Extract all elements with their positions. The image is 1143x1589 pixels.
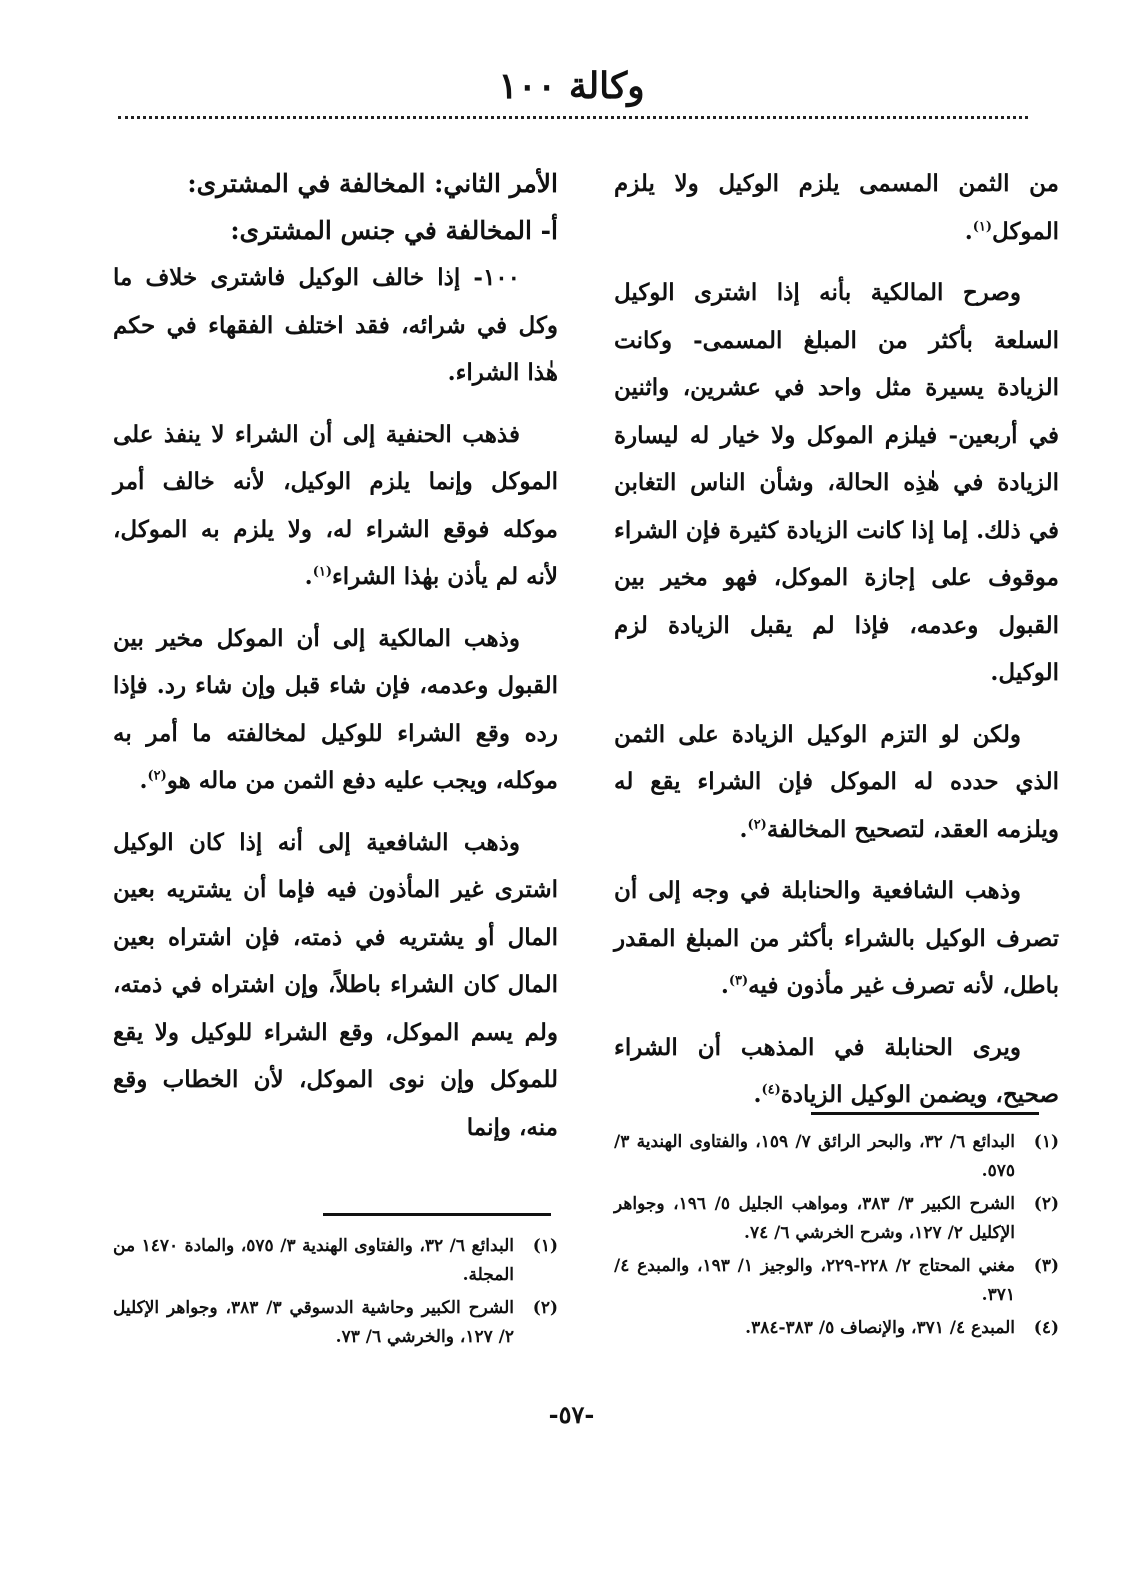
paragraph: وصرح المالكية بأنه إذا اشترى الوكيل السلعة بأكثر من المبلغ المسمى- وكانت الزيادة يسيرة مثل واحد في عشرين، واثنين في أربعين- فيلزم الموكل ولا خيار له ليسارة الزيادة في هٰذِه الحالة، وشأن الناس التغابن في ذلك. إما إذا كانت الزيادة كثيرة فإن الشراء موقوف على إجازة الموكل، فهو مخير بين القبول وعدمه، فإذا لم يقبل الزيادة لزم الوكيل. bbox=[614, 279, 1059, 686]
footnote: (٢) الشرح الكبير ٣/ ٣٨٣، ومواهب الجليل ٥/ ١٩٦، وجواهر الإكليل ٢/ ١٢٧، وشرح الخرشي ٦/ ٧٤. bbox=[614, 1194, 1059, 1243]
page-number: -٥٧- bbox=[548, 1400, 595, 1429]
footnote: (٤) المبدع ٤/ ٣٧١، والإنصاف ٥/ ٣٨٣-٣٨٤. bbox=[745, 1318, 1059, 1338]
footnotes-left bbox=[113, 1232, 558, 1356]
paragraph: من الثمن المسمى يلزم الوكيل ولا يلزم الموكل$^{(١)}$. bbox=[614, 170, 1059, 245]
footnote-ref: (٢) bbox=[147, 768, 167, 784]
footnote-separator bbox=[811, 1112, 1039, 1115]
paragraph: فذهب الحنفية إلى أن الشراء لا ينفذ على الموكل وإنما يلزم الوكيل، لأنه خالف أمر موكله فوقع الشراء له، ولا يلزم به الموكل، لأنه لم يأذن بهٰذا الشراء$^{(١)}$. bbox=[113, 420, 558, 590]
footnote: (١) البدائع ٦/ ٣٢، والفتاوى الهندية ٣/ ٥٧٥، والمادة ١٤٧٠ من المجلة. bbox=[113, 1236, 558, 1285]
section-heading: الأمر الثاني: المخالفة في المشترى: bbox=[187, 169, 558, 198]
paragraph: وذهب المالكية إلى أن الموكل مخير بين القبول وعدمه، فإن شاء قبل وإن شاء رد. فإذا رده وقع الشراء للوكيل لمخالفته ما أمر به موكله، ويجب عليه دفع الثمن من ماله هو$^{(٢)}$. bbox=[113, 624, 558, 794]
header-dotted-rule bbox=[118, 116, 1028, 119]
footnote: (٢) الشرح الكبير وحاشية الدسوقي ٣/ ٣٨٣، وجواهر الإكليل ٢/ ١٢٧، والخرشي ٦/ ٧٣. bbox=[113, 1298, 558, 1347]
right-column bbox=[614, 160, 1059, 1133]
paragraph: وذهب الشافعية إلى أنه إذا كان الوكيل اشترى غير المأذون فيه فإما أن يشتريه بعين المال أو يشتريه في ذمته، فإن اشتراه بعين المال كان الشراء باطلاً، وإن اشتراه في ذمته، ولم يسم الموكل، وقع الشراء للوكيل ولا يقع للموكل وإن نوى الموكل، لأن الخطاب وقع منه، وإنما bbox=[113, 828, 558, 1141]
footnote: (١) البدائع ٦/ ٣٢، والبحر الرائق ٧/ ١٥٩، والفتاوى الهندية ٣/ ٥٧٥. bbox=[614, 1132, 1059, 1181]
subsection-heading: أ- المخالفة في جنس المشترى: bbox=[230, 216, 558, 245]
paragraph: وذهب الشافعية والحنابلة في وجه إلى أن تصرف الوكيل بالشراء بأكثر من المبلغ المقدر باطل، لأنه تصرف غير مأذون فيه$^{(٣)}$. bbox=[614, 877, 1059, 999]
paragraph: ولكن لو التزم الوكيل الزيادة على الثمن الذي حدده له الموكل فإن الشراء يقع له ويلزمه العقد، لتصحيح المخالفة$^{(٢)}$. bbox=[614, 720, 1059, 843]
footnotes-right bbox=[614, 1128, 1059, 1347]
footnote-ref: (١) bbox=[972, 218, 993, 234]
paragraph: ١٠٠- إذا خالف الوكيل فاشترى خلاف ما وكل في شرائه، فقد اختلف الفقهاء في حكم هٰذا الشراء. bbox=[113, 264, 558, 386]
footnote: (٣) مغني المحتاج ٢/ ٢٢٨-٢٢٩، والوجيز ١/ ١٩٣، والمبدع ٤/ ٣٧١. bbox=[614, 1256, 1059, 1305]
footnote-ref: (١) bbox=[312, 564, 332, 580]
page-header-title: وكالة ١٠٠ bbox=[498, 65, 645, 107]
left-column bbox=[113, 160, 558, 1165]
paragraph: ويرى الحنابلة في المذهب أن الشراء صحيح، ويضمن الوكيل الزيادة$^{(٤)}$. bbox=[614, 1033, 1059, 1108]
footnote-ref: (٣) bbox=[728, 973, 749, 989]
footnote-ref: (٤) bbox=[761, 1082, 781, 1098]
footnote-ref: (٢) bbox=[747, 816, 767, 832]
footnote-separator bbox=[323, 1213, 551, 1216]
